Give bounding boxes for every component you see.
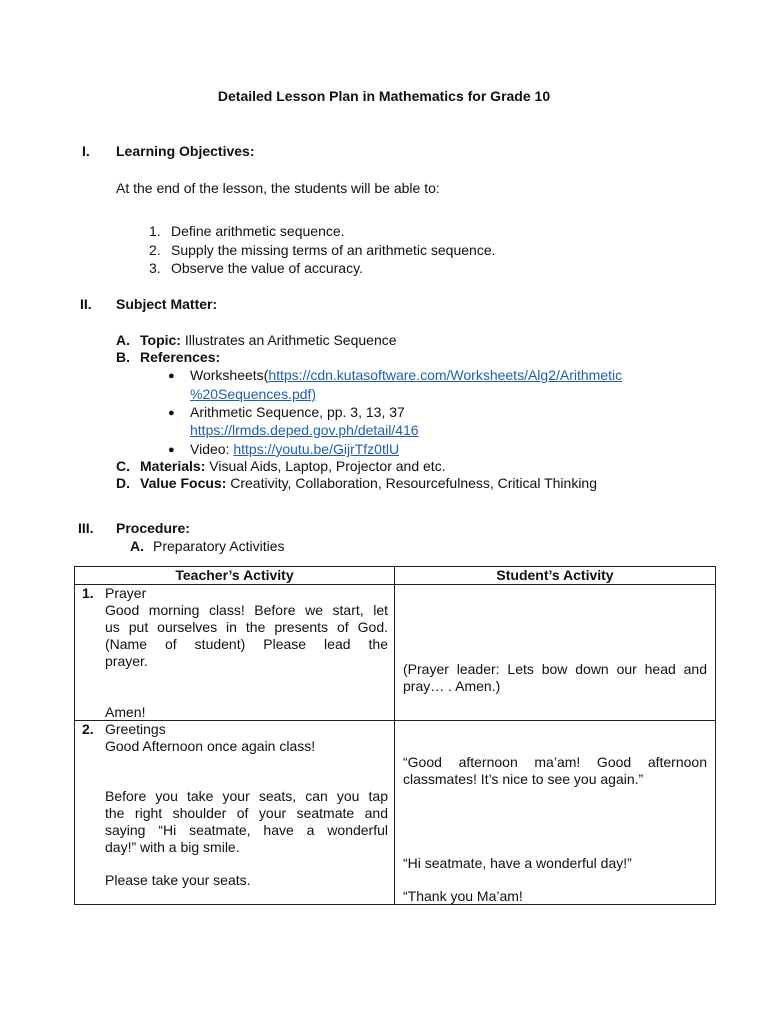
preparatory-label: Preparatory Activities [153, 538, 285, 554]
reference-video [190, 441, 399, 458]
teacher-cell [75, 721, 395, 905]
topic-line [140, 332, 397, 349]
worksheets-link-continued[interactable]: %20Sequences.pdf) [190, 386, 317, 402]
student-text: “Hi seatmate, have a wonderful day!” [403, 855, 632, 871]
student-text: (Prayer leader: Lets bow down our head and [403, 661, 707, 677]
teacher-text: Before you take your seats, can you tap [105, 788, 388, 804]
materials-letter: C. [116, 458, 130, 474]
student-text: pray… . Amen.) [403, 678, 501, 694]
value-focus-label: Value Focus: [140, 475, 227, 491]
row-number: 2. [82, 721, 94, 737]
teacher-amen: Amen! [105, 704, 146, 720]
value-focus-letter: D. [116, 475, 130, 491]
references-letter: B. [116, 349, 130, 365]
section-1-numeral: I. [82, 143, 90, 159]
table-row [75, 585, 716, 721]
preparatory-letter: A. [130, 538, 144, 554]
objective-number: 3. [149, 260, 161, 276]
reference-arithmetic: Arithmetic Sequence, pp. 3, 13, 37 [190, 404, 405, 420]
reference-worksheets [190, 367, 622, 384]
row-number: 1. [82, 585, 94, 601]
references-label: References: [140, 349, 221, 365]
topic-label: Topic: [140, 332, 181, 348]
table-row [75, 721, 716, 905]
student-text: “Good afternoon ma’am! Good afternoon [403, 754, 707, 770]
student-text: classmates! It’s nice to see you again.” [403, 771, 644, 787]
objective-item: Observe the value of accuracy. [171, 260, 363, 276]
value-focus-line [140, 475, 597, 492]
section-3-numeral: III. [78, 520, 94, 536]
activity-table [74, 566, 716, 905]
materials-value: Visual Aids, Laptop, Projector and etc. [205, 458, 446, 474]
teacher-text: Please take your seats. [105, 872, 251, 888]
section-2-numeral: II. [80, 296, 92, 312]
objective-number: 1. [149, 223, 161, 239]
student-text: “Thank you Ma’am! [403, 888, 523, 904]
teacher-title: Prayer [105, 585, 147, 601]
section-3-heading: Procedure: [116, 520, 190, 536]
objective-item: Define arithmetic sequence. [171, 223, 345, 239]
topic-letter: A. [116, 332, 130, 348]
topic-value: Illustrates an Arithmetic Sequence [180, 332, 397, 348]
objective-number: 2. [149, 242, 161, 258]
teacher-text: (Name of student) Please lead the [105, 636, 388, 652]
teacher-text: the right shoulder of your seatmate and [105, 805, 388, 821]
teacher-title: Greetings [105, 721, 166, 737]
student-activity-header: Student’s Activity [395, 567, 716, 585]
teacher-text: saying “Hi seatmate, have a wonderful [105, 822, 388, 838]
video-link[interactable]: https://youtu.be/GijrTfz0tlU [233, 441, 400, 457]
section-1-heading: Learning Objectives: [116, 143, 255, 159]
student-cell [395, 721, 716, 905]
table-header-row [75, 567, 716, 585]
student-cell [395, 585, 716, 721]
video-prefix: Video: [190, 441, 234, 457]
teacher-text: Good Afternoon once again class! [105, 738, 316, 754]
objective-item: Supply the missing terms of an arithmetic sequence. [171, 242, 496, 258]
teacher-activity-header: Teacher’s Activity [75, 567, 395, 585]
materials-line [140, 458, 446, 475]
teacher-cell [75, 585, 395, 721]
worksheets-prefix: Worksheets( [190, 367, 269, 383]
arithmetic-link[interactable]: https://lrmds.deped.gov.ph/detail/416 [190, 422, 419, 438]
teacher-text: prayer. [105, 653, 148, 669]
bullet-icon: ● [168, 444, 175, 456]
worksheets-link[interactable]: https://cdn.kutasoftware.com/Worksheets/Alg2/Arithmetic [268, 367, 623, 383]
value-focus-value: Creativity, Collaboration, Resourcefulness, Critical Thinking [226, 475, 597, 491]
teacher-text: Good morning class! Before we start, let [105, 602, 388, 618]
teacher-text: day!” with a big smile. [105, 839, 240, 855]
section-2-heading: Subject Matter: [116, 296, 218, 312]
teacher-text: us put ourselves in the presents of God. [105, 619, 388, 635]
document-title: Detailed Lesson Plan in Mathematics for Grade 10 [217, 88, 551, 104]
bullet-icon: ● [168, 407, 175, 419]
bullet-icon: ● [168, 370, 175, 382]
materials-label: Materials: [140, 458, 206, 474]
objectives-intro: At the end of the lesson, the students will be able to: [116, 180, 440, 196]
